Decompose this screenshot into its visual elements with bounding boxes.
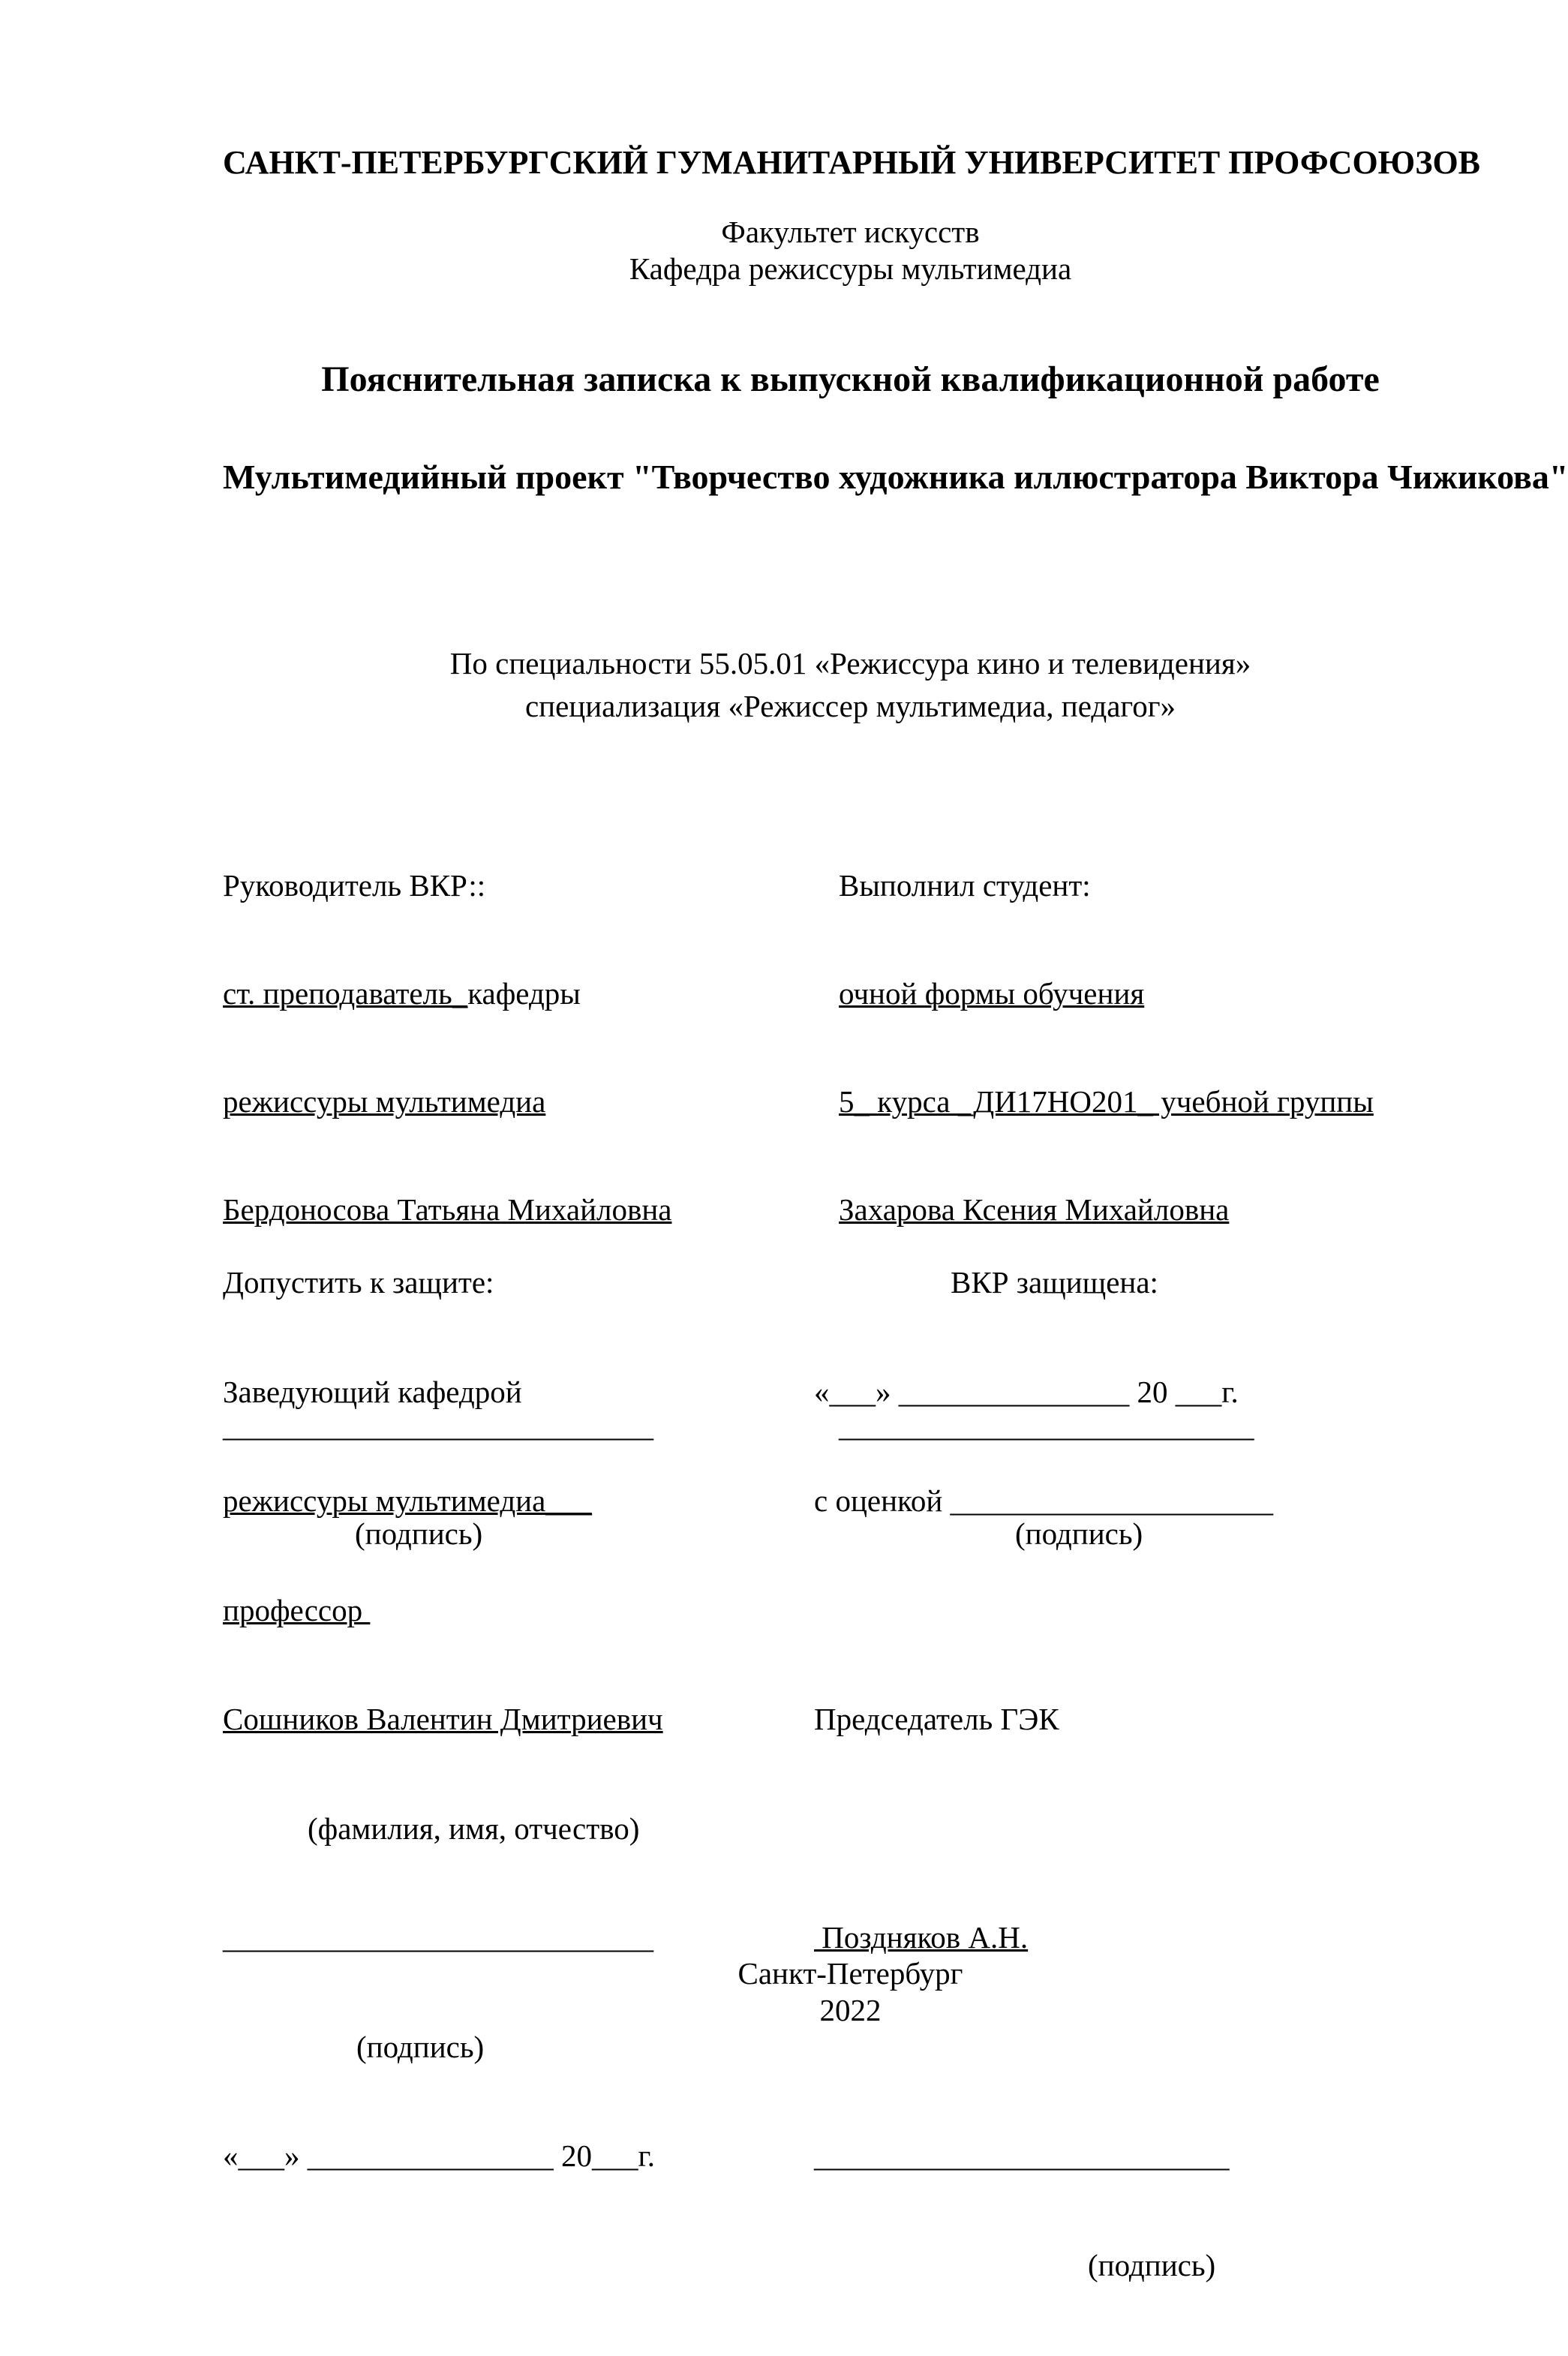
defense-signature-line: ___________________________: [814, 2138, 1230, 2173]
student-label: Выполнил студент:: [839, 868, 1091, 903]
supervisor-label: Руководитель ВКР::: [223, 868, 486, 903]
supervisor-name: Бердоносова Татьяна Михайловна: [223, 1192, 672, 1227]
defense-label: ВКР защищена:: [951, 1265, 1158, 1300]
faculty-block: [223, 214, 1478, 287]
specialty-line: По специальности 55.05.01 «Режиссура кино и телевидения»: [449, 646, 1251, 681]
supervisor-position-underlined: ст. преподаватель_: [223, 976, 468, 1011]
blank-row: [814, 1811, 1369, 1847]
city: Санкт-Петербург: [737, 1956, 963, 1991]
defense-date-line: «___» _______________ 20 ___г.: [814, 1374, 1239, 1409]
faculty-name: Факультет искусств: [721, 215, 980, 249]
defense-column: [814, 1192, 1369, 2356]
admission-signature-line: ____________________________: [223, 1920, 653, 1955]
student-group: 5_ курса _ДИ17НО201_ учебной группы: [839, 1084, 1374, 1119]
admission-label: Допустить к защите:: [223, 1265, 494, 1300]
admission-head-label: Заведующий кафедрой: [223, 1374, 522, 1409]
supervisor-signature-caption: (подпись): [355, 1516, 483, 1551]
student-name: Захарова Ксения Михайловна: [839, 1192, 1230, 1227]
defense-grade-line: с оценкой _____________________: [814, 1483, 1274, 1518]
admission-name: Сошников Валентин Дмитриевич: [223, 1702, 663, 1736]
blank-row: [814, 2029, 1369, 2066]
defense-chair-name: Поздняков А.Н.: [814, 1920, 1029, 1955]
student-form: очной формы обучения: [839, 976, 1145, 1011]
department-name: Кафедра режиссуры мультимедиа: [629, 251, 1072, 286]
specialty-block: [223, 642, 1478, 728]
defense-signature-caption: (подпись): [1088, 2247, 1216, 2282]
admission-rank: профессор: [223, 1592, 371, 1627]
city-year-block: [223, 1955, 1478, 2029]
student-signature-line: ___________________________: [839, 1408, 1254, 1443]
blank-row: [814, 1592, 1369, 1629]
supervisor-position: [223, 975, 740, 1011]
year: 2022: [819, 1993, 882, 2027]
specialization-line: специализация «Режиссер мультимедиа, педагог»: [524, 689, 1176, 723]
supervisor-dept: режиссуры мультимедиа: [223, 1084, 546, 1119]
supervisor-position-rest: кафедры: [467, 976, 581, 1011]
document-type: Пояснительная записка к выпускной квалификационной работе: [321, 359, 1380, 399]
student-signature-caption: (подпись): [1015, 1516, 1143, 1551]
admission-date-line: «___» ________________ 20___г.: [223, 2138, 655, 2173]
admission-fio-caption: (фамилия, имя, отчество): [308, 1811, 640, 1846]
admission-column: [223, 1192, 748, 2247]
supervisor-signature-line: ____________________________: [223, 1408, 653, 1443]
admission-dept: режиссуры мультимедиа___: [223, 1483, 592, 1518]
defense-chair-label: Председатель ГЭК: [814, 1702, 1059, 1736]
university-name: САНКТ-ПЕТЕРБУРГСКИЙ ГУМАНИТАРНЫЙ УНИВЕРСИТЕТ ПРОФСОЮЗОВ: [223, 144, 1481, 181]
work-title: Мультимедийный проект "Творчество художника иллюстратора Виктора Чижикова": [223, 458, 1568, 496]
admission-signature-caption: (подпись): [356, 2029, 485, 2064]
